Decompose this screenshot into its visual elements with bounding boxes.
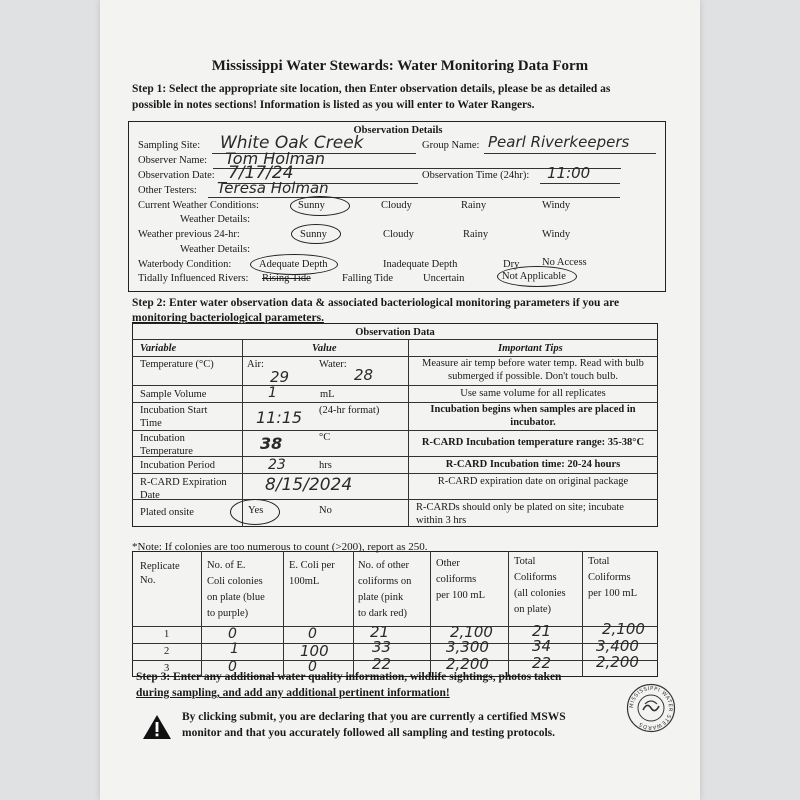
water-label: Water: bbox=[319, 359, 347, 370]
rep-header-other-coliforms: No. of other coliforms on plate (pink to dark red) bbox=[358, 560, 412, 619]
observation-date-label: Observation Date: bbox=[138, 170, 215, 181]
current-weather-option-rainy[interactable]: Rainy bbox=[461, 200, 487, 211]
temperature-label: Temperature (°C) bbox=[140, 359, 214, 370]
svg-text:MISSISSIPPI WATER STEWARDS: MISSISSIPPI WATER STEWARDS bbox=[628, 685, 674, 731]
previous-weather-option-cloudy[interactable]: Cloudy bbox=[383, 229, 414, 240]
waterbody-option-dry[interactable]: Dry bbox=[503, 259, 520, 270]
col-variable: Variable bbox=[140, 343, 177, 354]
waterbody-option-no-access[interactable]: No Access bbox=[542, 257, 587, 268]
disclaimer-line2: monitor and that you accurately followed all sampling and testing protocols. bbox=[182, 727, 556, 739]
previous-weather-option-rainy[interactable]: Rainy bbox=[463, 229, 489, 240]
waterbody-option-adequate[interactable]: Adequate Depth bbox=[259, 259, 328, 270]
incubation-period-value[interactable]: 23 bbox=[268, 457, 286, 473]
plated-tip-line1: R-CARDs should only be plated on site; incubate bbox=[416, 502, 624, 513]
form-paper bbox=[100, 0, 700, 800]
replicate-3-other-per-100ml[interactable]: 2,200 bbox=[446, 655, 489, 673]
current-weather-option-cloudy[interactable]: Cloudy bbox=[381, 200, 412, 211]
replicate-2-no: 2 bbox=[164, 646, 170, 657]
group-name-label: Group Name: bbox=[422, 140, 480, 151]
incubation-temp-unit: °C bbox=[319, 432, 331, 443]
incubation-period-tip: R-CARD Incubation time: 20-24 hours bbox=[445, 459, 621, 470]
step1-instruction-line1: Step 1: Select the appropriate site location, then Enter observation details, please be as detailed as bbox=[132, 83, 611, 95]
current-weather-label: Current Weather Conditions: bbox=[138, 200, 259, 211]
previous-weather-details-label: Weather Details: bbox=[180, 244, 250, 255]
current-weather-details-label: Weather Details: bbox=[180, 214, 250, 225]
previous-weather-option-windy[interactable]: Windy bbox=[542, 229, 571, 240]
plated-option-no[interactable]: No bbox=[319, 505, 332, 516]
incubation-start-tip-line1: Incubation begins when samples are placed in bbox=[430, 404, 636, 415]
waterbody-condition-label: Waterbody Condition: bbox=[138, 259, 232, 270]
tidal-option-falling[interactable]: Falling Tide bbox=[342, 273, 394, 284]
observation-data-header: Observation Data bbox=[355, 327, 435, 338]
replicate-2-total-colonies[interactable]: 34 bbox=[532, 637, 552, 655]
observer-name-label: Observer Name: bbox=[138, 155, 208, 166]
step3-instruction-line1: Step 3: Enter any additional water quality information, wildlife sightings, photos taken bbox=[136, 671, 562, 683]
incubation-period-unit: hrs bbox=[319, 460, 332, 471]
previous-weather-sunny-circle bbox=[291, 224, 341, 244]
step2-instruction-line2: monitoring bacteriological parameters. bbox=[132, 312, 324, 324]
replicate-2-ecoli-per-100ml[interactable]: 100 bbox=[300, 642, 329, 660]
plated-tip-line2: within 3 hrs bbox=[416, 515, 467, 526]
air-temp-value[interactable]: 29 bbox=[270, 368, 290, 386]
replicate-1-ecoli-per-100ml[interactable]: 0 bbox=[308, 626, 317, 642]
replicate-1-ecoli-colonies[interactable]: 0 bbox=[228, 626, 237, 642]
sample-volume-value[interactable]: 1 bbox=[268, 385, 277, 401]
other-testers-label: Other Testers: bbox=[138, 185, 197, 196]
tidal-option-not-applicable[interactable]: Not Applicable bbox=[502, 271, 566, 282]
replicate-1-total-per-100ml[interactable]: 2,100 bbox=[602, 620, 645, 638]
observer-name-value[interactable]: Tom Holman bbox=[225, 149, 326, 168]
rep-header-other-per-100ml: Other coliforms per 100 mL bbox=[436, 558, 485, 601]
group-name-value[interactable]: Pearl Riverkeepers bbox=[488, 133, 630, 151]
air-label: Air: bbox=[247, 359, 264, 370]
waterbody-adequate-circle bbox=[250, 254, 338, 275]
rcard-expiration-label-line2: Date bbox=[140, 490, 160, 501]
replicate-1-total-colonies[interactable]: 21 bbox=[532, 622, 552, 640]
observation-time-label: Observation Time (24hr): bbox=[422, 170, 530, 181]
current-weather-sunny-circle bbox=[290, 196, 350, 216]
disclaimer-line1: By clicking submit, you are declaring that you are currently a certified MSWS bbox=[182, 711, 566, 723]
plated-onsite-label: Plated onsite bbox=[140, 507, 194, 518]
rcard-expiration-value[interactable]: 8/15/2024 bbox=[265, 475, 353, 495]
rep-header-total-coliforms: Total Coliforms (all colonies on plate) bbox=[514, 556, 566, 615]
replicate-3-other-colonies[interactable]: 22 bbox=[372, 655, 392, 673]
incubation-temp-tip: R-CARD Incubation temperature range: 35-38°C bbox=[421, 437, 645, 448]
incubation-start-value[interactable]: 11:15 bbox=[256, 408, 303, 427]
replicate-3-ecoli-per-100ml[interactable]: 0 bbox=[308, 659, 317, 675]
replicate-1-other-colonies[interactable]: 21 bbox=[370, 623, 390, 641]
incubation-temp-label-line2: Temperature bbox=[140, 446, 193, 457]
sampling-site-label: Sampling Site: bbox=[138, 140, 201, 151]
step3-instruction-line2: during sampling, and add any additional pertinent information! bbox=[136, 687, 450, 699]
sample-volume-label: Sample Volume bbox=[140, 389, 207, 400]
tidal-rivers-label: Tidally Influenced Rivers: bbox=[138, 273, 249, 284]
rcard-expiration-tip: R-CARD expiration date on original package bbox=[437, 476, 629, 487]
other-testers-value[interactable]: Teresa Holman bbox=[217, 179, 329, 197]
current-weather-option-windy[interactable]: Windy bbox=[542, 200, 571, 211]
current-weather-option-sunny[interactable]: Sunny bbox=[298, 200, 325, 211]
observation-date-value[interactable]: 7/17/24 bbox=[228, 163, 294, 183]
sample-volume-unit: mL bbox=[320, 389, 335, 400]
plated-yes-circle bbox=[230, 499, 280, 525]
temperature-tip-line1: Measure air temp before water temp. Read with bulb bbox=[422, 358, 644, 369]
replicate-3-total-per-100ml[interactable]: 2,200 bbox=[596, 653, 639, 671]
tidal-option-rising[interactable]: Rising Tide bbox=[262, 273, 311, 284]
tidal-not-applicable-circle bbox=[497, 266, 577, 287]
replicate-3-ecoli-colonies[interactable]: 0 bbox=[228, 659, 237, 675]
incubation-start-label-line1: Incubation Start bbox=[140, 405, 208, 416]
sampling-site-value[interactable]: White Oak Creek bbox=[220, 133, 364, 153]
incubation-temp-value[interactable]: 38 bbox=[260, 434, 283, 453]
replicate-1-no: 1 bbox=[164, 629, 170, 640]
step2-instruction-line1: Step 2: Enter water observation data & associated bacteriological monitoring parameters if you are bbox=[132, 297, 620, 309]
step1-instruction-line2: possible in notes sections! Information is listed as you will enter to Water Rangers. bbox=[132, 99, 535, 111]
col-value: Value bbox=[312, 343, 337, 354]
incubation-start-label-line2: Time bbox=[140, 418, 162, 429]
incubation-start-tip-line2: incubator. bbox=[510, 417, 556, 428]
previous-weather-option-sunny[interactable]: Sunny bbox=[300, 229, 327, 240]
plated-option-yes[interactable]: Yes bbox=[248, 505, 264, 516]
replicate-2-ecoli-colonies[interactable]: 1 bbox=[230, 641, 239, 657]
rcard-expiration-label-line1: R-CARD Expiration bbox=[140, 477, 227, 488]
rep-header-replicate: Replicate No. bbox=[140, 561, 180, 586]
incubation-start-unit: (24-hr format) bbox=[319, 405, 380, 416]
waterbody-option-inadequate[interactable]: Inadequate Depth bbox=[383, 259, 458, 270]
rep-header-total-per-100ml: Total Coliforms per 100 mL bbox=[588, 556, 637, 599]
replicate-3-no: 3 bbox=[164, 663, 170, 674]
replicate-1-other-per-100ml[interactable]: 2,100 bbox=[450, 623, 493, 641]
water-temp-value[interactable]: 28 bbox=[354, 366, 374, 384]
col-important-tips: Important Tips bbox=[498, 343, 563, 354]
msws-logo bbox=[626, 683, 676, 733]
replicate-2-other-per-100ml[interactable]: 3,300 bbox=[446, 638, 489, 656]
replicate-2-other-colonies[interactable]: 33 bbox=[372, 638, 392, 656]
tidal-option-uncertain[interactable]: Uncertain bbox=[423, 273, 465, 284]
replicate-3-total-colonies[interactable]: 22 bbox=[532, 654, 552, 672]
sample-volume-tip: Use same volume for all replicates bbox=[460, 388, 606, 399]
observation-time-value[interactable]: 11:00 bbox=[547, 164, 591, 182]
page-title: Mississippi Water Stewards: Water Monitoring Data Form bbox=[211, 58, 589, 74]
incubation-period-label: Incubation Period bbox=[140, 460, 215, 471]
previous-weather-label: Weather previous 24-hr: bbox=[138, 229, 240, 240]
colonies-note: *Note: If colonies are too numerous to count (>200), report as 250. bbox=[132, 541, 428, 553]
replicate-2-total-per-100ml[interactable]: 3,400 bbox=[596, 637, 639, 655]
rep-header-ecoli-colonies: No. of E. Coli colonies on plate (blue to purple) bbox=[207, 560, 265, 619]
temperature-tip-line2: submerged if possible. Don't touch bulb. bbox=[448, 371, 618, 382]
incubation-temp-label-line1: Incubation bbox=[140, 433, 185, 444]
observation-details-header: Observation Details bbox=[353, 125, 443, 136]
warning-icon bbox=[142, 714, 172, 740]
rep-header-ecoli-per-100ml: E. Coli per 100mL bbox=[289, 560, 335, 587]
